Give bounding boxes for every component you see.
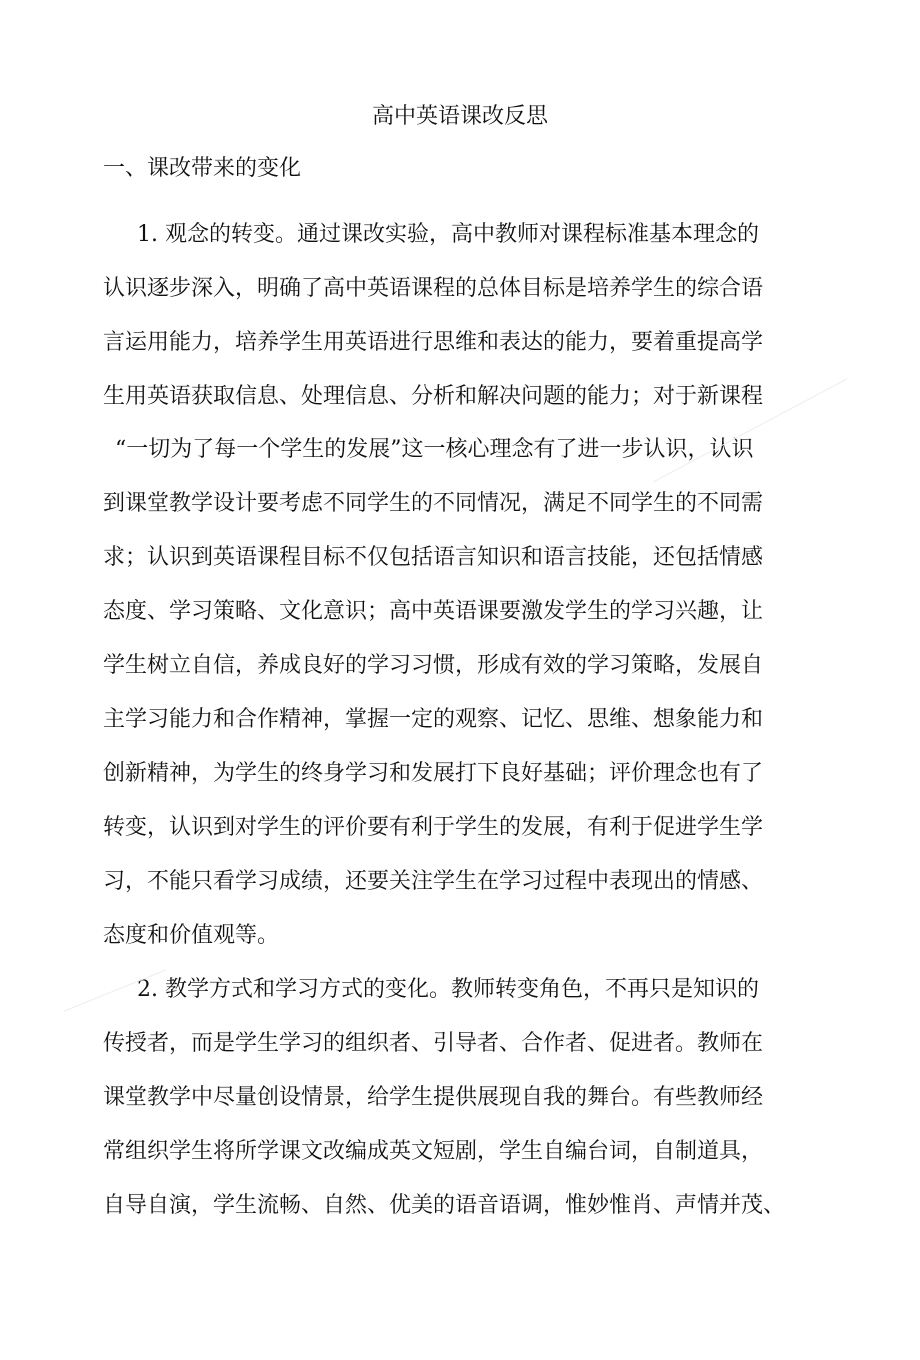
paragraph-line: 课堂教学中尽量创设情景，给学生提供展现自我的舞台。有些教师经 xyxy=(103,1085,764,1110)
paragraph-line: 自导自演，学生流畅、自然、优美的语音语调，惟妙惟肖、声情并茂、 xyxy=(103,1193,786,1218)
document-title: 高中英语课改反思 xyxy=(371,104,548,129)
paragraph-line: 转变，认识到对学生的评价要有利于学生的发展，有利于促进学生学 xyxy=(103,815,764,840)
paragraph-line: 习，不能只看学习成绩，还要关注学生在学习过程中表现出的情感、 xyxy=(103,869,764,894)
paragraph-line: 学生树立自信，养成良好的学习习惯，形成有效的学习策略，发展自 xyxy=(103,653,764,678)
paragraph-line: “一切为了每一个学生的发展”这一核心理念有了进一步认识，认识 xyxy=(115,437,754,462)
paragraph-line: 创新精神，为学生的终身学习和发展打下良好基础；评价理念也有了 xyxy=(103,761,764,786)
section-heading: 一、课改带来的变化 xyxy=(103,156,302,181)
paragraph-line: 到课堂教学设计要考虑不同学生的不同情况，满足不同学生的不同需 xyxy=(103,491,764,516)
paragraph-line: 2. 教学方式和学习方式的变化。教师转变角色，不再只是知识的 xyxy=(137,977,759,1002)
paragraph-line: 主学习能力和合作精神，掌握一定的观察、记忆、思维、想象能力和 xyxy=(103,707,764,732)
paragraph-line: 传授者，而是学生学习的组织者、引导者、合作者、促进者。教师在 xyxy=(103,1031,764,1056)
paragraph-line: 态度、学习策略、文化意识；高中英语课要激发学生的学习兴趣，让 xyxy=(103,599,764,624)
paragraph-line: 1. 观念的转变。通过课改实验，高中教师对课程标准基本理念的 xyxy=(137,222,759,247)
paragraph-line: 生用英语获取信息、处理信息、分析和解决问题的能力；对于新课程 xyxy=(103,384,764,409)
paragraph-line: 认识逐步深入，明确了高中英语课程的总体目标是培养学生的综合语 xyxy=(103,276,764,301)
paragraph-line: 态度和价值观等。 xyxy=(103,923,280,948)
paragraph-line: 言运用能力，培养学生用英语进行思维和表达的能力，要着重提高学 xyxy=(103,330,764,355)
paragraph-line: 常组织学生将所学课文改编成英文短剧，学生自编台词，自制道具， xyxy=(103,1139,764,1164)
paragraph-line: 求；认识到英语课程目标不仅包括语言知识和语言技能，还包括情感 xyxy=(103,545,764,570)
